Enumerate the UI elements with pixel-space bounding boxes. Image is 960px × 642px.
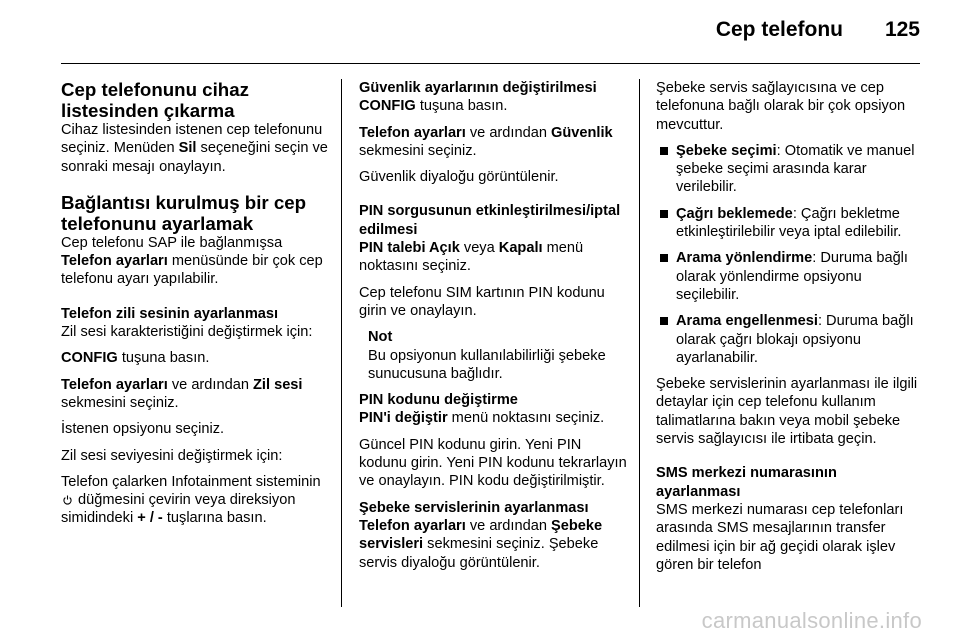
power-knob-icon [63,495,72,505]
bullet-square-icon [660,147,668,155]
paragraph: Zil sesi seviyesini değiştirmek için: [61,447,283,464]
column-1 [61,79,329,536]
paragraph: PIN talebi Açık veya Kapalı menü noktasını seçiniz. [359,240,584,275]
watermark: carmanualsonline.info [701,608,922,633]
paragraph: CONFIG tuşuna basın. [359,98,508,115]
paragraph: Telefon çalarken Infotainment sisteminin düğmesini çevirin veya direksiyon simidindeki + / - tuşlarına basın. [61,473,321,527]
paragraph: Zil sesi karakteristiğini değiştirmek için: [61,324,313,341]
paragraph: PIN'i değiştir menü noktasını seçiniz. [359,410,605,427]
subsection-title-sms-center: SMS merkezi numarasının ayarlanması [656,465,837,500]
list-item: Çağrı beklemede: Çağrı bekletme etkinleştirilebilir veya iptal edilebilir. [656,205,924,242]
paragraph: Telefon ayarları ve ardından Zil sesi sekmesini seçiniz. [61,376,303,411]
column-2 [359,79,627,580]
paragraph: SMS merkezi numarası cep telefonları arasında SMS mesajlarının transfer edilmesi için bir ağ geçidi olarak işlev gören bir telefon [656,501,904,573]
column-3 [656,79,924,582]
note-title: Not [368,329,393,346]
options-list [656,142,924,367]
paragraph: Şebeke servis sağlayıcısına ve cep telefonuna bağlı olarak bir çok opsiyon mevcuttur. [656,80,906,133]
paragraph: Cep telefonu SIM kartının PIN kodunu girin ve onaylayın. [359,284,605,319]
subsection-title-network-services: Şebeke servislerinin ayarlanması [359,499,589,516]
column-divider-2 [639,79,640,607]
section-title-connected-phone: Bağlantısı kurulmuş bir cep telefonunu ayarlamak [61,191,307,234]
note-text: Bu opsiyonun kullanılabilirliği şebeke sunucusuna bağlıdır. [368,347,606,382]
column-divider-1 [341,79,342,607]
header-divider [61,63,920,64]
subsection-title-pin-query: PIN sorgusunun etkinleştirilmesi/iptal edilmesi [359,203,621,238]
note-box [359,328,627,383]
paragraph: Güncel PIN kodunu girin. Yeni PIN kodunu girin. Yeni PIN kodunu tekrarlayın ve onaylayın. PIN kodu değiştirilmiştir. [359,436,627,490]
paragraph: Cep telefonu SAP ile bağlanmışsa Telefon ayarları menüsünde bir çok cep telefonu ayarı yapılabilir. [61,234,323,288]
list-item: Arama yönlendirme: Duruma bağlı olarak yönlendirme opsiyonu seçilebilir. [656,249,924,304]
page-header [0,0,960,58]
subsection-title-security: Güvenlik ayarlarının değiştirilmesi [359,80,597,96]
subsection-title-change-pin: PIN kodunu değiştirme [359,392,518,409]
paragraph: Şebeke servislerinin ayarlanması ile ilgili detaylar için cep telefonu kullanım talimatlarına bakın veya mobil şebeke servis sağlayıcısı ile irtibata geçin. [656,376,918,448]
list-item: Arama engellenmesi: Duruma bağlı olarak çağrı blokajı opsiyonu ayarlanabilir. [656,312,924,367]
paragraph: CONFIG tuşuna basın. [61,350,210,367]
paragraph: Cihaz listesinden istenen cep telefonunu seçiniz. Menüden Sil seçeneğini seçin ve sonraki mesajı onaylayın. [61,122,328,175]
paragraph: Telefon ayarları ve ardından Güvenlik sekmesini seçiniz. [359,124,613,159]
list-item: Şebeke seçimi: Otomatik ve manuel şebeke seçimi arasında karar verilebilir. [656,142,924,197]
bullet-square-icon [660,254,668,262]
page-number: 125 [884,18,920,41]
paragraph: İstenen opsiyonu seçiniz. [61,421,225,438]
paragraph: Telefon ayarları ve ardından Şebeke servisleri sekmesini seçiniz. Şebeke servis diyaloğu görüntülenir. [359,517,603,571]
subsection-title-ringtone: Telefon zili sesinin ayarlanması [61,305,279,322]
header-title: Cep telefonu [715,18,843,41]
bullet-square-icon [660,317,668,325]
section-title-remove-phone: Cep telefonunu cihaz listesinden çıkarma [61,79,249,121]
paragraph: Güvenlik diyaloğu görüntülenir. [359,169,559,186]
bullet-square-icon [660,210,668,218]
